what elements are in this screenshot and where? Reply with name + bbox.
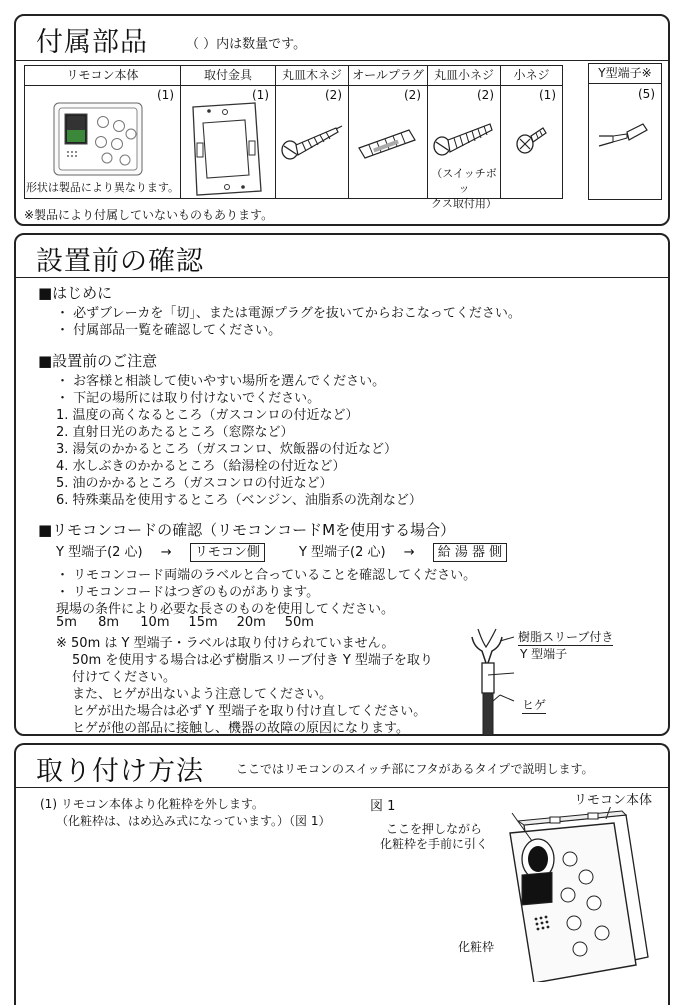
arrow-icon: → [403,545,415,560]
caution-heading: ■設置前のご注意 [38,352,158,370]
cord-note: 付けてください。 [72,670,177,685]
part-cell-machine-screw [428,86,501,210]
title-underline [16,787,668,788]
length-item: 20m [236,615,266,630]
length-item: 10m [140,615,170,630]
accessories-subtitle: （ ）内は数量です。 [186,37,307,52]
title-underline [16,277,668,278]
intro-item: ・ 付属部品一覧を確認してください。 [56,323,282,338]
part-qty: (1) [539,88,556,102]
caution-item: 4. 水しぶきのかかるところ（給湯栓の付近など） [56,459,346,474]
caution-item: 3. 湯気のかかるところ（ガスコンロ、炊飯器の付近など） [56,442,398,457]
cord-heading: ■リモコンコードの確認（リモコンコードMを使用する場合） [38,521,456,539]
install-title: 取り付け方法 [36,756,204,787]
part-name-wood-screw: 丸皿木ネジ [276,66,349,86]
part-qty: (2) [477,88,494,102]
caution-item: 2. 直射日光のあたるところ（窓際など） [56,425,294,440]
part-note-remote: 形状は製品により異なります。 [25,181,180,194]
fig-remote-label: リモコン本体 [574,793,653,808]
caution-item: 1. 温度の高くなるところ（ガスコンロの付近など） [56,408,359,423]
arrow-icon: → [160,545,172,560]
part-qty: (1) [252,88,269,102]
part-name-bracket: 取付金具 [181,66,276,86]
length-list [56,615,329,630]
part-qty: (1) [157,88,174,102]
intro-heading: ■はじめに [38,284,113,302]
caution-item: 5. 油のかかるところ（ガスコンロの付近など） [56,476,333,491]
wood-screw-icon [280,120,344,164]
preinstall-title: 設置前の確認 [36,246,204,277]
cord-right-label: Y 型端子(2 心) [298,545,386,560]
y-terminal-icon [595,114,651,154]
y-terminal-box [588,63,662,200]
install-panel [14,743,670,1005]
remote-figure [498,807,658,982]
preinstall-panel [14,233,670,736]
step-1-line1: (1) リモコン本体より化粧枠を外します。 [40,797,264,811]
accessories-title: 付属部品 [36,27,148,58]
caution-item: ・ 下記の場所には取り付けないでください。 [56,391,321,406]
label-yterminal: Y 型端子 [520,647,568,661]
parts-table [24,65,563,210]
part-cell-small-screw [501,86,563,199]
caution-item: ・ お客様と相談して使いやすい場所を選んでください。 [56,374,386,389]
install-subtitle: ここではリモコンのスイッチ部にフタがあるタイプで説明します。 [236,762,594,776]
cord-row [56,541,507,562]
cord-item: 現場の条件により必要な長さのものを使用してください。 [56,602,395,617]
part-name-machine-screw: 丸皿小ネジ [428,66,501,86]
length-item: 50m [284,615,314,630]
cord-item: ・ リモコンコードはつぎのものがあります。 [56,585,320,600]
accessories-panel [14,14,670,226]
note-line: クス取付用） [431,197,497,210]
cord-left-box: リモコン側 [190,543,265,562]
machine-screw-icon [432,116,496,160]
label-sleeve: 樹脂スリーブ付き [518,630,614,644]
title-underline [16,60,668,61]
cord-note: ヒゲが出た場合は必ず Y 型端子を取り付け直してください。 [72,704,427,719]
label-hige: ヒゲ [522,698,547,712]
cord-item: ・ リモコンコード両端のラベルと合っていることを確認してください。 [56,568,477,583]
part-note-switchbox [428,166,500,211]
cord-left-label: Y 型端子(2 心) [56,545,143,560]
part-cell-bracket [181,86,276,199]
figure-label: 図 1 [370,799,396,814]
length-item: 8m [98,615,120,630]
fig-push-label-2: 化粧枠を手前に引く [380,837,489,851]
part-name-plug: オールプラグ [349,66,428,86]
intro-item: ・ 必ずブレーカを「切」、または電源プラグを抜いてからおこなってください。 [56,306,521,321]
caution-item: 6. 特殊薬品を使用するところ（ベンジン、油脂系の洗剤など） [56,493,422,508]
note-line: （スイッチボッ [431,167,497,195]
part-name-remote: リモコン本体 [25,66,181,86]
small-screw-icon [511,120,551,160]
part-name-small-screw: 小ネジ [501,66,563,86]
fig-frame-label: 化粧枠 [458,940,495,954]
part-cell-remote [25,86,181,199]
wall-plug-icon [355,124,421,164]
length-item: 5m [56,615,77,630]
cord-note: ※ 50m は Y 型端子・ラベルは取り付けられていません。 [56,636,395,651]
remote-illustration [53,102,143,176]
fig-push-label-1: ここを押しながら [386,822,483,836]
part-qty: (2) [325,88,342,102]
cord-note: また、ヒゲが出ないよう注意してください。 [72,687,333,702]
accessories-footnote: ※製品により付属していないものもあります。 [24,208,274,222]
part-qty: (2) [404,88,421,102]
cord-note: ヒゲが他の部品に接触し、機器の故障の原因になります。 [72,721,409,736]
part-name-y-terminal: Y型端子※ [589,64,661,84]
part-qty: (5) [638,87,655,101]
part-cell-wood-screw [276,86,349,199]
length-item: 15m [188,615,218,630]
cord-note: 50m を使用する場合は必ず樹脂スリーブ付き Y 型端子を取り [72,653,433,668]
cord-right-box: 給 湯 器 側 [433,543,507,562]
step-1-line2: （化粧枠は、はめ込み式になっています。）（図 1） [56,814,331,828]
part-cell-plug [349,86,428,199]
bracket-illustration [189,101,265,197]
